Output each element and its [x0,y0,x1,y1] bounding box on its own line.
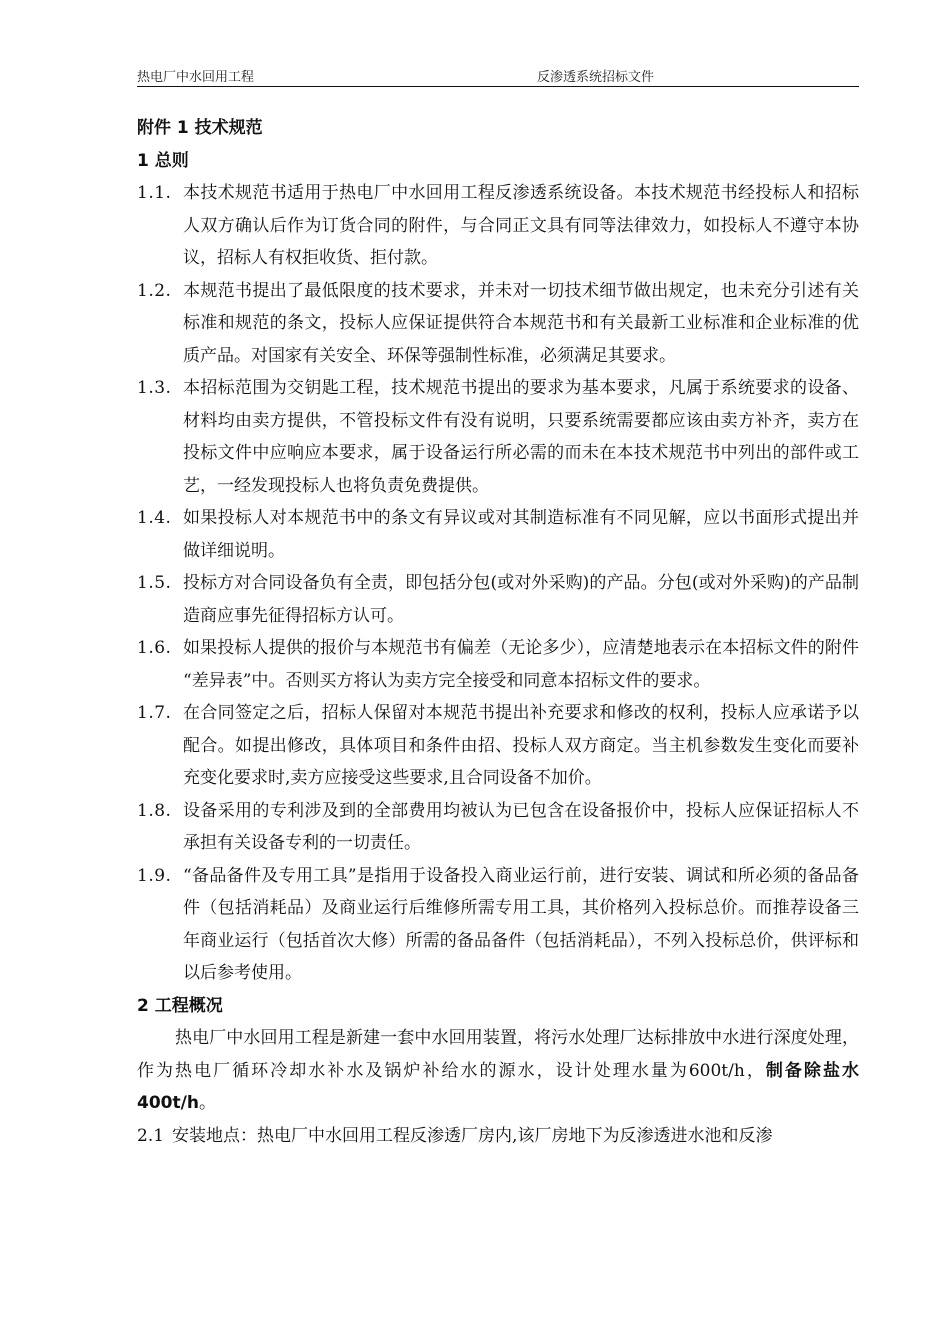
clause-item [137,632,859,697]
clause-item [137,177,859,275]
clause-item [137,567,859,632]
clause-item [137,502,859,567]
header-project-name: 热电厂中水回用工程 [137,70,255,85]
clause-number: 1.9. [137,865,172,886]
clause-text: 在合同签定之后，招标人保留对本规范书提出补充要求和修改的权利，投标人应承诺予以配合。如提出修改，具体项目和条件由招、投标人双方商定。当主机参数发生变化而要补充变化要求时,卖方应接受这些要求,且合同设备不加价。 [183,703,859,788]
document-body [137,112,859,1152]
subsection-number: 2.1 [137,1125,165,1146]
overview-bold-text: 制备除盐水 400t/h [137,1060,859,1113]
clause-item [137,275,859,373]
clause-number: 1.2. [137,280,172,301]
page-header [137,66,859,87]
attachment-title: 附件 1 技术规范 [137,118,263,138]
clause-item [137,860,859,990]
clause-number: 1.1. [137,183,172,203]
clause-text: 投标方对合同设备负有全责，即包括分包(或对外采购)的产品。分包(或对外采购)的产品制造商应事先征得招标方认可。 [183,573,859,626]
subsection-text: 安装地点：热电厂中水回用工程反渗透厂房内,该厂房地下为反渗透进水池和反渗 [172,1125,773,1146]
clause-text: 如果投标人对本规范书中的条文有异议或对其制造标准有不同见解，应以书面形式提出并做详细说明。 [183,508,859,561]
project-overview-paragraph [137,1022,859,1120]
clause-item [137,697,859,795]
clause-number: 1.4. [137,508,172,528]
section-1-items [137,177,859,990]
section-2-title: 2 工程概况 [137,995,223,1016]
section-1-title: 1 总则 [137,150,189,171]
clause-text: “备品备件及专用工具”是指用于设备投入商业运行前，进行安装、调试和所必须的备品备件（包括消耗品）及商业运行后维修所需专用工具，其价格列入投标总价。而推荐设备三年商业运行（包括首次大修）所需的备品备件（包括消耗品），不列入投标总价，供评标和以后参考使用。 [183,865,859,983]
clause-item [137,795,859,860]
clause-number: 1.8. [137,800,172,821]
clause-text: 本规范书提出了最低限度的技术要求，并未对一切技术细节做出规定，也未充分引述有关标准和规范的条文，投标人应保证提供符合本规范书和有关最新工业标准和企业标准的优质产品。对国家有关安全、环保等强制性标准，必须满足其要求。 [183,280,859,366]
clause-text: 本招标范围为交钥匙工程，技术规范书提出的要求为基本要求，凡属于系统要求的设备、材料均由卖方提供，不管投标文件有没有说明，只要系统需要都应该由卖方补齐，卖方在投标文件中应响应本要求，属于设备运行所必需的而未在本技术规范书中列出的部件或工艺，一经发现投标人也将负责免费提供。 [183,378,859,496]
clause-number: 1.6. [137,638,172,658]
clause-text: 本技术规范书适用于热电厂中水回用工程反渗透系统设备。本技术规范书经投标人和招标人双方确认后作为订货合同的附件，与合同正文具有同等法律效力，如投标人不遵守本协议，招标人有权拒收货、拒付款。 [183,183,859,268]
header-document-name: 反渗透系统招标文件 [537,70,655,85]
clause-number: 1.5. [137,573,172,593]
clause-text: 设备采用的专利涉及到的全部费用均被认为已包含在设备报价中，投标人应保证招标人不承担有关设备专利的一切责任。 [183,800,859,853]
overview-end: 。 [198,1093,216,1113]
clause-number: 1.3. [137,378,172,398]
clause-item [137,372,859,502]
overview-text: 热电厂中水回用工程是新建一套中水回用装置，将污水处理厂达标排放中水进行深度处理，作为热电厂循环冷却水补水及锅炉补给水的源水，设计处理水量为600t/h， [137,1028,859,1081]
clause-number: 1.7. [137,703,172,723]
subsection-2-1 [137,1120,859,1153]
clause-text: 如果投标人提供的报价与本规范书有偏差（无论多少），应清楚地表示在本招标文件的附件 “差异表”中。否则买方将认为卖方完全接受和同意本招标文件的要求。 [183,638,859,691]
